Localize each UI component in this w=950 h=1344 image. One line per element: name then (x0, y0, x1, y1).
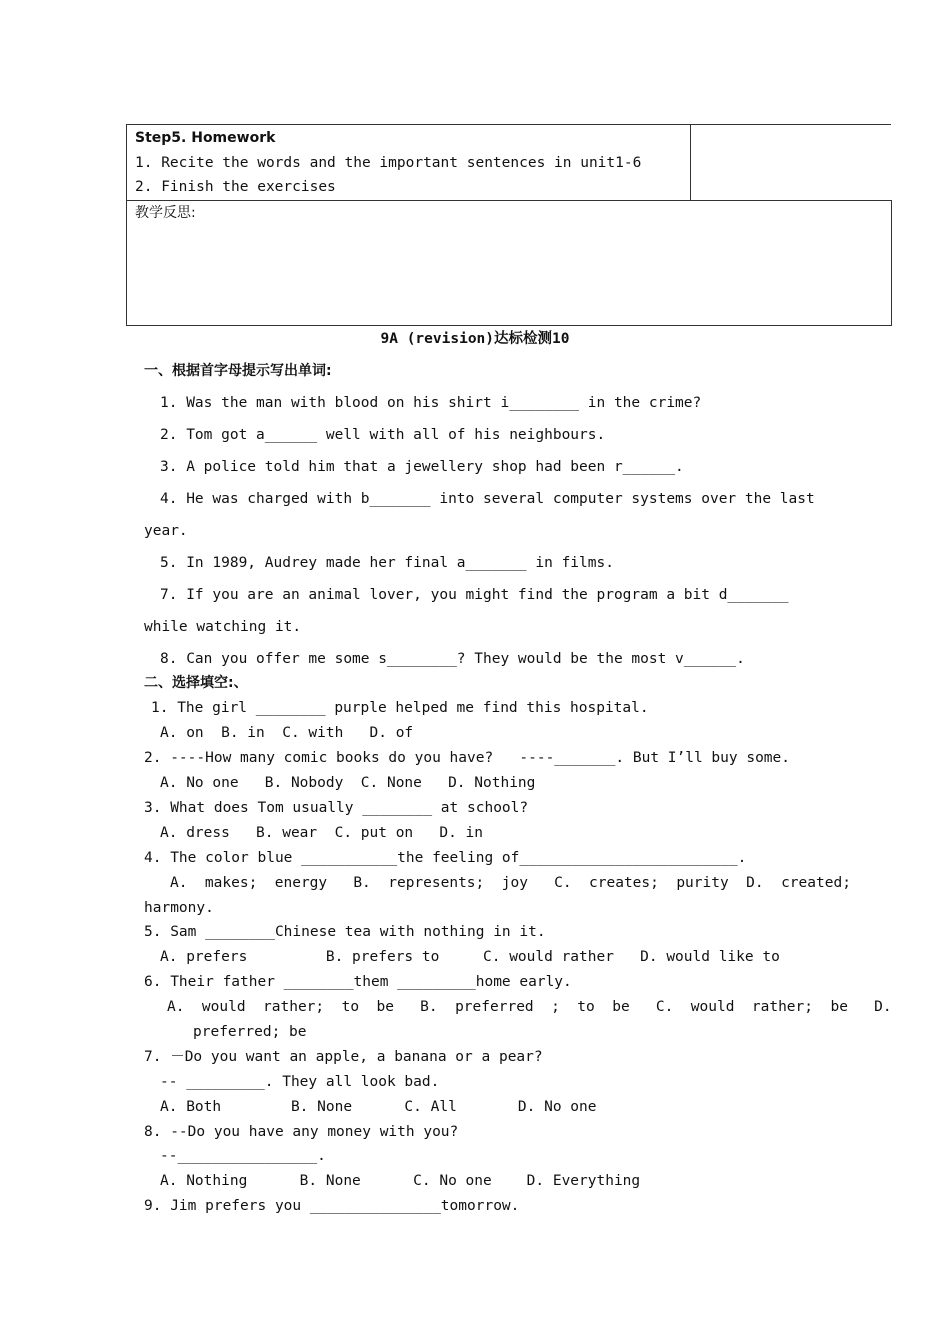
s2-question-8-reply: --________________. (160, 1148, 326, 1164)
s2-question-3: 3. What does Tom usually ________ at school? (144, 800, 529, 816)
s2-question-4-options-cont: harmony. (144, 900, 214, 916)
s2-question-5-options: A. prefers B. prefers to C. would rather D. would like to (160, 949, 780, 965)
s2-question-6-options: A. would rather; to be B. preferred ; to be C. would rather; be D. (167, 999, 892, 1015)
s2-question-2: 2. ----How many comic books do you have? ----_______. But I’ll buy some. (144, 750, 791, 766)
s1-question-4-cont: year. (144, 523, 188, 539)
test-title: 9A (revision)达标检测10 (380, 331, 570, 347)
s2-question-1: 1. The girl ________ purple helped me find this hospital. (151, 700, 649, 716)
s2-question-7-reply: -- _________. They all look bad. (160, 1074, 440, 1090)
s2-question-9: 9. Jim prefers you _______________tomorrow. (144, 1198, 520, 1214)
s1-question-4: 4. He was charged with b_______ into several computer systems over the last (160, 491, 815, 507)
s2-question-6-options-cont: preferred; be (193, 1024, 307, 1040)
reflection-table-cell (126, 200, 892, 326)
section2-heading: 二、选择填空:、 (144, 675, 248, 691)
s1-question-7: 7. If you are an animal lover, you might find the program a bit d_______ (160, 587, 789, 603)
s2-question-6: 6. Their father ________them _________home early. (144, 974, 572, 990)
reflection-label: 教学反思: (135, 205, 196, 221)
s1-question-1: 1. Was the man with blood on his shirt i________ in the crime? (160, 395, 702, 411)
s2-question-4-options: A. makes; energy B. represents; joy C. creates; purity D. created; (170, 875, 851, 891)
homework-table-empty-cell (689, 124, 891, 201)
s2-question-5: 5. Sam ________Chinese tea with nothing in it. (144, 924, 546, 940)
s1-question-7-cont: while watching it. (144, 619, 302, 635)
s1-question-3: 3. A police told him that a jewellery shop had been r______. (160, 459, 684, 475)
s2-question-8: 8. --Do you have any money with you? (144, 1124, 459, 1140)
homework-line-2: 2. Finish the exercises (135, 179, 336, 195)
s2-question-8-options: A. Nothing B. None C. No one D. Everything (160, 1173, 641, 1189)
step-title: Step5. Homework (135, 130, 276, 146)
s2-question-2-options: A. No one B. Nobody C. None D. Nothing (160, 775, 536, 791)
s2-question-3-options: A. dress B. wear C. put on D. in (160, 825, 484, 841)
s2-question-7-options: A. Both B. None C. All D. No one (160, 1099, 597, 1115)
s1-question-8: 8. Can you offer me some s________? They would be the most v______. (160, 651, 745, 667)
s2-question-1-options: A. on B. in C. with D. of (160, 725, 414, 741)
s2-question-4: 4. The color blue ___________the feeling of_________________________. (144, 850, 747, 866)
s1-question-5: 5. In 1989, Audrey made her final a_______ in films. (160, 555, 614, 571)
section1-heading: 一、根据首字母提示写出单词: (144, 363, 332, 379)
s1-question-2: 2. Tom got a______ well with all of his neighbours. (160, 427, 606, 443)
homework-line-1: 1. Recite the words and the important sentences in unit1-6 (135, 155, 642, 171)
s2-question-7: 7. －Do you want an apple, a banana or a pear? (144, 1049, 543, 1065)
